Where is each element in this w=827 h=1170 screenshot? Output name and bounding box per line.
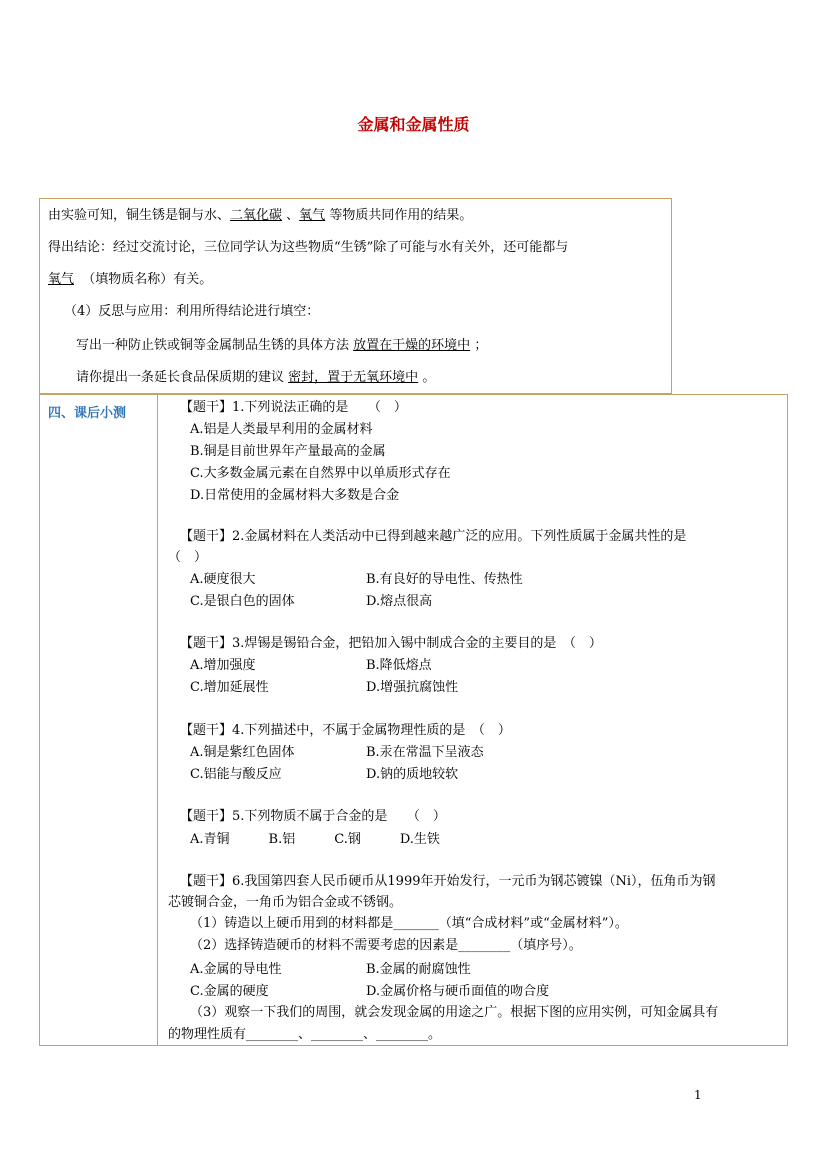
q3-option-c: C.增加延展性 <box>190 680 269 695</box>
q4-option-c: C.铝能与酸反应 <box>190 767 282 782</box>
q6-option-a: A.金属的导电性 <box>190 962 282 977</box>
q2-option-d: D.熔点很高 <box>366 594 433 609</box>
answer-co2: 二氧化碳 <box>230 208 283 223</box>
q2-option-a: A.硬度很大 <box>190 572 256 587</box>
q1-stem: 【题干】1.下列说法正确的是 （ ） <box>180 400 407 415</box>
q6-options-row-1 <box>190 961 750 979</box>
q3-option-a: A.增加强度 <box>190 658 256 673</box>
q6-option-b: B.金属的耐腐蚀性 <box>366 962 471 977</box>
conclusion-line-3: 氧气 （填物质名称）有关。 <box>48 272 213 287</box>
q4-option-a: A.铜是紫红色固体 <box>190 745 295 760</box>
rust-prevention-line: 写出一种防止铁或铜等金属制品生锈的具体方法 放置在干燥的环境中 ； <box>76 338 488 353</box>
reflection-heading: （4）反思与应用：利用所得结论进行填空： <box>64 304 320 319</box>
page-number: 1 <box>694 1088 702 1102</box>
q6-option-d: D.金属价格与硬币面值的吻合度 <box>366 984 550 999</box>
q2-stem: 【题干】2.金属材料在人类活动中已得到越来越广泛的应用。下列性质属于金属共性的是 <box>180 529 687 544</box>
q4-options-row-2 <box>190 766 750 784</box>
answer-oxygen: 氧气 <box>299 208 326 223</box>
q6-stem-cont: 芯镀铜合金，一角币为铝合金或不锈钢。 <box>168 895 403 910</box>
q3-options-row-2 <box>190 679 750 697</box>
q4-option-d: D.钠的质地较软 <box>366 767 459 782</box>
experiment-conclusion-box <box>39 198 672 394</box>
q2-option-c: C.是银白色的固体 <box>190 594 295 609</box>
q6-option-c: C.金属的硬度 <box>190 984 269 999</box>
food-preservation-line: 请你提出一条延长食品保质期的建议 密封，置于无氧环境中 。 <box>76 370 436 385</box>
conclusion-line-1: 由实验可知，铜生锈是铜与水、二氧化碳 、氧气 等物质共同作用的结果。 <box>48 208 473 223</box>
q1-option-a: A.铝是人类最早利用的金属材料 <box>190 422 373 437</box>
q5-stem: 【题干】5.下列物质不属于合金的是 （ ） <box>180 809 446 824</box>
page-title: 金属和金属性质 <box>357 115 470 134</box>
answer-oxygen-2: 氧气 <box>48 272 75 287</box>
q6-sub-3-cont: 的物理性质有________、________、________。 <box>168 1027 442 1042</box>
q2-stem-cont: （ ） <box>168 550 208 565</box>
q6-sub-3: （3）观察一下我们的周围，就会发现金属的用途之广。根据下图的应用实例，可知金属具有 <box>190 1005 719 1020</box>
conclusion-line-2: 得出结论：经过交流讨论，三位同学认为这些物质“生锈”除了可能与水有关外，还可能都与 <box>48 240 569 255</box>
q5-options: A.青铜 B.铝 C.钢 D.生铁 <box>190 832 440 847</box>
q2-options-row-2 <box>190 593 750 611</box>
q3-stem: 【题干】3.焊锡是锡铅合金，把铅加入锡中制成合金的主要目的是 （ ） <box>180 636 602 651</box>
q1-option-c: C.大多数金属元素在自然界中以单质形式存在 <box>190 466 451 481</box>
q1-option-b: B.铜是目前世界年产量最高的金属 <box>190 444 386 459</box>
quiz-section-box <box>39 394 788 1046</box>
column-divider <box>157 395 158 1045</box>
q1-option-d: D.日常使用的金属材料大多数是合金 <box>190 488 400 503</box>
q6-stem: 【题干】6.我国第四套人民币硬币从1999年开始发行，一元币为钢芯镀镍（Ni），伍角币为钢 <box>180 874 716 889</box>
answer-food-preservation: 密封，置于无氧环境中 <box>288 370 419 385</box>
q3-option-b: B.降低熔点 <box>366 658 432 673</box>
q4-options-row-1 <box>190 744 750 762</box>
q2-options-row-1 <box>190 571 750 589</box>
q2-option-b: B.有良好的导电性、传热性 <box>366 572 523 587</box>
q4-option-b: B.汞在常温下呈液态 <box>366 745 484 760</box>
section-label: 四、课后小测 <box>48 406 127 421</box>
q3-options-row-1 <box>190 657 750 675</box>
answer-rust-prevention: 放置在干燥的环境中 <box>353 338 471 353</box>
q6-sub-1: （1）铸造以上硬币用到的材料都是_______（填“合成材料”或“金属材料”）。 <box>190 916 628 931</box>
q6-sub-2: （2）选择铸造硬币的材料不需要考虑的因素是________（填序号）。 <box>190 938 582 953</box>
q3-option-d: D.增强抗腐蚀性 <box>366 680 459 695</box>
q4-stem: 【题干】4.下列描述中，不属于金属物理性质的是 （ ） <box>180 723 511 738</box>
q6-options-row-2 <box>190 983 750 1001</box>
